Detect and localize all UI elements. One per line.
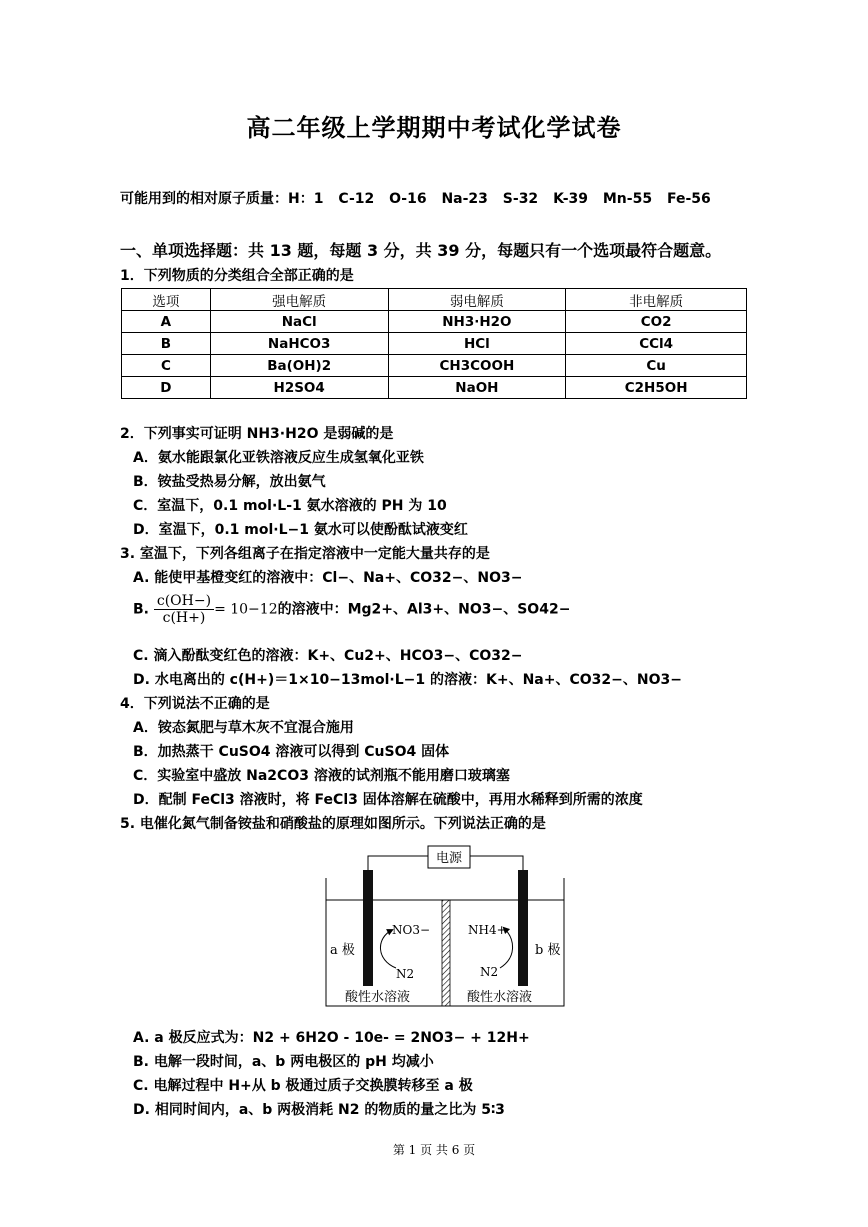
q1-stem: 1．下列物质的分类组合全部正确的是 (120, 268, 354, 284)
right-solution-label: 酸性水溶液 (467, 990, 533, 1005)
table-header: 选项 (122, 289, 211, 311)
q5-option-b: B. 电解一段时间，a、b 两电极区的 pH 均减小 (133, 1054, 434, 1070)
table-cell: NaOH (388, 377, 566, 399)
electrode-b-label: b 极 (535, 943, 561, 958)
table-cell: Cu (566, 355, 747, 377)
table-row (122, 355, 747, 377)
proton-exchange-membrane (442, 900, 450, 1006)
mass-item: K-39 (553, 191, 588, 207)
table-header: 非电解质 (566, 289, 747, 311)
atomic-masses-label: 可能用到的相对原子质量： (120, 191, 288, 207)
q4-option-a: A．铵态氮肥与草木灰不宜混合施用 (133, 720, 354, 736)
table-cell: A (122, 311, 211, 333)
page-title: 高二年级上学期期中考试化学试卷 (246, 114, 622, 142)
q2-option-b: B．铵盐受热易分解，放出氨气 (133, 474, 326, 490)
table-row (122, 377, 747, 399)
q4-option-d: D．配制 FeCl3 溶液时，将 FeCl3 固体溶解在硫酸中，再用水稀释到所需的浓度 (133, 792, 643, 808)
table-header-row (122, 289, 747, 311)
table-header: 弱电解质 (388, 289, 566, 311)
mass-item: O-16 (389, 191, 427, 207)
q3-fraction-value: = 10−12 (214, 601, 278, 618)
left-product-label: NO3− (392, 923, 431, 937)
table-cell: NaCl (210, 311, 388, 333)
table-cell: CH3COOH (388, 355, 566, 377)
q4-option-c: C．实验室中盛放 Na2CO3 溶液的试剂瓶不能用磨口玻璃塞 (133, 768, 510, 784)
electrode-a (363, 870, 373, 986)
section-heading: 一、单项选择题：共 13 题，每题 3 分，共 39 分，每题只有一个选项最符合题意。 (120, 241, 722, 260)
q5-option-c: C. 电解过程中 H+从 b 极通过质子交换膜转移至 a 极 (133, 1078, 473, 1094)
q2-stem: 2．下列事实可证明 NH3·H2O 是弱碱的是 (120, 426, 394, 442)
mass-item: C-12 (338, 191, 375, 207)
left-solution-label: 酸性水溶液 (345, 990, 411, 1005)
mass-item: Fe-56 (666, 191, 711, 207)
table-cell: NaHCO3 (210, 333, 388, 355)
electrolysis-diagram (320, 842, 570, 1010)
table-cell: H2SO4 (210, 377, 388, 399)
right-reactant-label: N2 (480, 965, 499, 979)
atomic-masses (120, 188, 721, 208)
mass-item: Mn-55 (602, 191, 653, 207)
q4-stem: 4．下列说法不正确的是 (120, 696, 270, 712)
mass-item: H：1 (288, 191, 324, 207)
table-row (122, 311, 747, 333)
q3-option-a: A. 能使甲基橙变红的溶液中：Cl−、Na+、CO32−、NO3− (133, 570, 523, 586)
fraction-numerator: c(OH−) (154, 593, 214, 610)
table-cell: CCl4 (566, 333, 747, 355)
q3-option-b (133, 593, 570, 626)
left-reactant-label: N2 (396, 967, 415, 981)
q3-fraction (154, 593, 214, 626)
table-cell: NH3·H2O (388, 311, 566, 333)
power-label: 电源 (435, 851, 463, 866)
q4-option-b: B．加热蒸干 CuSO4 溶液可以得到 CuSO4 固体 (133, 744, 450, 760)
q5-option-d: D. 相同时间内，a、b 两极消耗 N2 的物质的量之比为 5∶3 (133, 1102, 505, 1118)
mass-item: S-32 (502, 191, 539, 207)
table-row (122, 333, 747, 355)
table-cell: C (122, 355, 211, 377)
table-header: 强电解质 (210, 289, 388, 311)
table-cell: C2H5OH (566, 377, 747, 399)
fraction-denominator: c(H+) (162, 610, 206, 626)
q2-option-d: D．室温下，0.1 mol·L−1 氨水可以使酚酞试液变红 (133, 522, 468, 538)
q2-option-c: C．室温下，0.1 mol·L-1 氨水溶液的 PH 为 10 (133, 498, 447, 514)
electrode-a-label: a 极 (330, 943, 355, 958)
table-cell: CO2 (566, 311, 747, 333)
q3-option-b-prefix: B. (133, 601, 149, 618)
q3-stem: 3. 室温下，下列各组离子在指定溶液中一定能大量共存的是 (120, 546, 490, 562)
table-cell: Ba(OH)2 (210, 355, 388, 377)
q5-stem: 5. 电催化氮气制备铵盐和硝酸盐的原理如图所示。下列说法正确的是 (120, 816, 546, 832)
q3-option-d: D. 水电离出的 c(H+)＝1×10−13mol·L−1 的溶液：K+、Na+、CO32−、NO3− (133, 672, 682, 688)
q3-option-c: C. 滴入酚酞变红色的溶液：K+、Cu2+、HCO3−、CO32− (133, 648, 523, 664)
q2-option-a: A．氨水能跟氯化亚铁溶液反应生成氢氧化亚铁 (133, 450, 424, 466)
classification-table (121, 288, 747, 399)
q5-option-a: A. a 极反应式为：N2 + 6H2O - 10e- = 2NO3− + 12H+ (133, 1030, 530, 1046)
q3-option-b-rest: 的溶液中：Mg2+、Al3+、NO3−、SO42− (277, 601, 571, 618)
table-cell: B (122, 333, 211, 355)
right-product-label: NH4+ (468, 923, 507, 937)
page-footer: 第 1 页 共 6 页 (392, 1143, 476, 1157)
table-cell: HCl (388, 333, 566, 355)
mass-item: Na-23 (441, 191, 488, 207)
electrode-b (518, 870, 528, 986)
table-cell: D (122, 377, 211, 399)
